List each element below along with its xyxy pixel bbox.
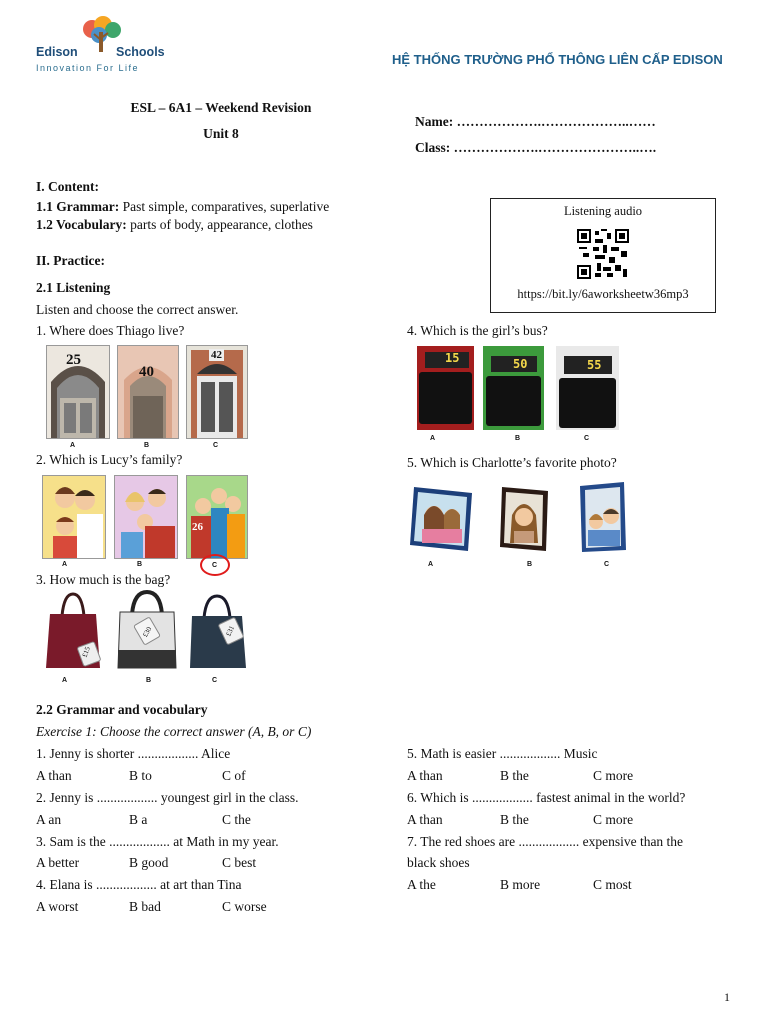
grammar-question-7: 7. The red shoes are .................. expensive than the xyxy=(407,834,684,849)
choice-letter-a: A xyxy=(70,442,76,449)
grammar-line xyxy=(36,199,329,215)
choice-letter-b: B xyxy=(137,561,143,568)
grammar-question-1: 1. Jenny is shorter .................. Alice xyxy=(36,746,231,761)
door-picture-a[interactable] xyxy=(46,345,110,439)
choice-letter-b: B xyxy=(527,561,533,568)
bus-picture-c[interactable] xyxy=(556,346,619,430)
door-number: 42 xyxy=(211,349,222,361)
option-a[interactable]: A than xyxy=(407,768,443,783)
question-1: 1. Where does Thiago live? xyxy=(36,323,185,338)
door-picture-b[interactable] xyxy=(117,345,179,439)
option-b[interactable]: B more xyxy=(500,877,541,892)
bag-price-tag: £15 xyxy=(80,645,92,659)
grammar-question-6: 6. Which is .................. fastest animal in the world? xyxy=(407,790,686,805)
choice-letter-c: C xyxy=(212,677,218,684)
option-c[interactable]: C most xyxy=(593,877,632,892)
grammar-heading: 2.2 Grammar and vocabulary xyxy=(36,702,208,717)
audio-box-title: Listening audio xyxy=(563,204,643,218)
door-number: 25 xyxy=(66,352,81,368)
name-field[interactable] xyxy=(415,114,656,130)
option-b[interactable]: B the xyxy=(500,812,529,827)
grammar-question-7-cont: black shoes xyxy=(407,855,470,870)
listening-heading: 2.1 Listening xyxy=(36,280,111,295)
logo-tagline: Innovation For Life xyxy=(36,63,140,73)
vocab-line xyxy=(36,217,313,233)
school-name: HỆ THỐNG TRƯỜNG PHỔ THÔNG LIÊN CẤP EDISON xyxy=(392,52,723,67)
choice-letter-a: A xyxy=(428,561,434,568)
option-a[interactable]: A better xyxy=(36,855,80,870)
grammar-question-3: 3. Sam is the .................. at Math in my year. xyxy=(36,834,279,849)
option-c[interactable]: C of xyxy=(222,768,246,783)
option-b[interactable]: B the xyxy=(500,768,529,783)
choice-letter-b: B xyxy=(515,435,521,442)
listening-audio-box xyxy=(490,198,716,313)
logo-word-schools: Schools xyxy=(116,45,165,59)
bus-number: 50 xyxy=(513,357,528,371)
audio-url[interactable]: https://bit.ly/6aworksheetw36mp3 xyxy=(517,287,689,301)
vocab-text: parts of body, appearance, clothes xyxy=(130,217,313,232)
class-label: Class: xyxy=(415,140,451,155)
bag-price-tag: £31 xyxy=(224,624,237,638)
choice-letter-b: B xyxy=(146,677,152,684)
bag-picture-a[interactable] xyxy=(44,592,102,672)
option-b[interactable]: B to xyxy=(129,768,152,783)
question-2: 2. Which is Lucy’s family? xyxy=(36,452,183,467)
answer-circle-icon xyxy=(200,554,230,576)
qr-code-icon[interactable] xyxy=(577,229,629,279)
content-heading: I. Content: xyxy=(36,179,99,194)
option-a[interactable]: A than xyxy=(407,812,443,827)
exercise-instruction: Exercise 1: Choose the correct answer (A, B, or C) xyxy=(36,724,312,739)
choice-letter-c: C xyxy=(584,435,590,442)
family-picture-a[interactable] xyxy=(42,475,106,559)
bag-picture-b[interactable] xyxy=(116,590,178,672)
vocab-label: 1.2 Vocabulary: xyxy=(36,217,127,232)
grammar-question-4: 4. Elana is .................. at art than Tina xyxy=(36,877,242,892)
name-label: Name: xyxy=(415,114,454,129)
choice-letter-a: A xyxy=(430,435,436,442)
bag-picture-c[interactable] xyxy=(188,592,248,672)
edison-logo xyxy=(36,16,166,76)
option-a[interactable]: A worst xyxy=(36,899,79,914)
grammar-text: Past simple, comparatives, superlative xyxy=(122,199,330,214)
choice-letter-c: C xyxy=(604,561,610,568)
choice-letter-c: C xyxy=(213,442,219,449)
choice-letter-a: A xyxy=(62,677,68,684)
option-a[interactable]: A an xyxy=(36,812,62,827)
grammar-question-5: 5. Math is easier .................. Music xyxy=(407,746,598,761)
bag-price-tag: £30 xyxy=(141,625,154,639)
option-b[interactable]: B a xyxy=(129,812,148,827)
photo-picture-c[interactable] xyxy=(578,482,628,554)
unit-title: Unit 8 xyxy=(203,126,239,141)
family-picture-b[interactable] xyxy=(114,475,178,559)
option-c[interactable]: C best xyxy=(222,855,257,870)
option-c[interactable]: C worse xyxy=(222,899,267,914)
option-c[interactable]: C the xyxy=(222,812,251,827)
photo-picture-a[interactable] xyxy=(408,485,474,553)
photo-picture-b[interactable] xyxy=(498,485,550,553)
bus-number: 55 xyxy=(587,358,602,372)
option-b[interactable]: B good xyxy=(129,855,169,870)
class-dots: ……………….…………………..…. xyxy=(453,140,657,155)
option-c[interactable]: C more xyxy=(593,812,634,827)
grammar-question-2: 2. Jenny is .................. youngest girl in the class. xyxy=(36,790,299,805)
bus-picture-a[interactable] xyxy=(417,346,474,430)
option-b[interactable]: B bad xyxy=(129,899,161,914)
choice-letter-b: B xyxy=(144,442,150,449)
class-field[interactable] xyxy=(415,140,656,156)
question-3: 3. How much is the bag? xyxy=(36,572,171,587)
option-a[interactable]: A the xyxy=(407,877,436,892)
practice-heading: II. Practice: xyxy=(36,253,105,268)
page-number: 1 xyxy=(724,990,730,1004)
family-picture-c[interactable] xyxy=(186,475,248,559)
option-c[interactable]: C more xyxy=(593,768,634,783)
door-picture-c[interactable] xyxy=(186,345,248,439)
logo-word-edison: Edison xyxy=(36,45,78,59)
door-number: 40 xyxy=(139,364,154,380)
grammar-label: 1.1 Grammar: xyxy=(36,199,120,214)
shirt-number: 26 xyxy=(192,521,203,533)
bus-number: 15 xyxy=(445,351,460,365)
choice-letter-c: C xyxy=(212,562,218,569)
question-5: 5. Which is Charlotte’s favorite photo? xyxy=(407,455,617,470)
listening-instruction: Listen and choose the correct answer. xyxy=(36,302,239,317)
question-4: 4. Which is the girl’s bus? xyxy=(407,323,548,338)
worksheet-title: ESL – 6A1 – Weekend Revision xyxy=(130,100,312,115)
name-dots: ……………….………………..…… xyxy=(456,114,656,129)
option-a[interactable]: A than xyxy=(36,768,72,783)
bus-picture-b[interactable] xyxy=(483,346,544,430)
choice-letter-a: A xyxy=(62,561,68,568)
